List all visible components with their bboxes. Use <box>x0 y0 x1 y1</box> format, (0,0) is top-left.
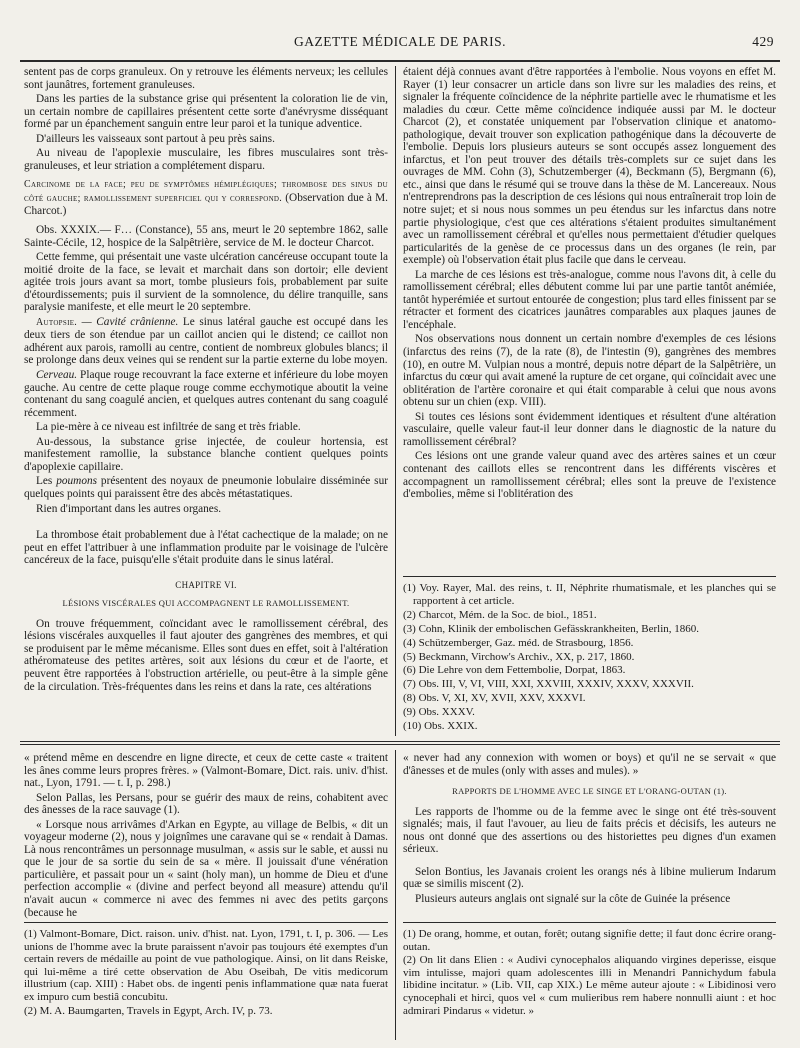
paragraph: Rien d'important dans les autres organes. <box>36 502 222 515</box>
footnote: (5) Beckmann, Virchow's Archiv., XX, p. 217, 1860. <box>403 650 635 663</box>
footnote-rule-upper <box>403 576 776 577</box>
paragraph: sentent pas de corps granuleux. On y retrouve les éléments nerveux; les cellules sont jaunâtres, fortement granuleuses. <box>24 66 388 91</box>
paragraph: Les rapports de l'homme ou de la femme avec le singe ont été très-souvent signalés; mais, il faut l'avouer, au lieu de faits précis et décisifs, les auteurs ne nous ont donné que des assertions ou des historiettes peu dignes d'un examen sérieux. <box>403 805 776 856</box>
right-column-lower <box>403 752 776 920</box>
paragraph: Cette femme, qui présentait une vaste ulcération cancéreuse occupant toute la moitié droite de la face, se levait et marchait dans son dortoir; elle devient agitée trois jours avant sa mort, tombe plusieurs fois, probablement par suite d'étourdissements; puis il survient de la somnolence, du délire tranquille, sans paralysie manifeste, et elle meurt le 20 septembre. <box>24 251 388 314</box>
chapter-number: CHAPITRE VI. <box>175 579 237 590</box>
footnote: (1) De orang, homme, et outan, forêt; outang signifie dette; il faut donc écrire orang-outan. <box>403 928 776 953</box>
paragraph: Ces lésions ont une grande valeur quand avec des artères saines et un cœur contenant des caillots elles se rencontrent dans les différents viscères et accompagnent un ramollissement cérébral; elles sont la preuve de l'existence d'embolies, même si l'oblitération des <box>403 450 776 501</box>
paragraph: Plusieurs auteurs anglais ont signalé sur la côte de Guinée la présence <box>415 892 731 905</box>
paragraph: Au-dessous, la substance grise injectée, de couleur hortensia, est manifestement ramollie, la substance blanche contient quelques points d'apoplexie capillaire. <box>24 435 388 473</box>
left-column-upper <box>24 66 388 736</box>
paragraph: Si toutes ces lésions sont évidemment identiques et résultent d'une altération vasculaire, quelle valeur faut-il leur donner dans le diagnostic de la nature du ramollissement cérébral? <box>403 410 776 448</box>
column-divider-upper <box>395 66 396 736</box>
chapter-title: LÉSIONS VISCÉRALES QUI ACCOMPAGNENT LE RAMOLLISSEMENT. <box>62 598 350 609</box>
footnotes-upper <box>403 582 776 736</box>
autopsy-paragraph <box>24 316 388 367</box>
right-column-upper <box>403 66 776 574</box>
left-column-lower <box>24 752 388 920</box>
header-rule <box>20 60 780 62</box>
paragraph: On trouve fréquemment, coïncidant avec le ramollissement cérébral, des lésions viscérales auxquelles il faut ajouter des gangrènes des membres, et qui se produisent par le même mécanisme. Elles sont dues en effet, soit à l'altération athéromateuse des petites artères, soit aux lésions du cœur et de l'aorte, et peuvent être rapportées à l'obstruction artérielle, ou peut-être à la simple gêne de la circulation. Très-fréquentes dans les reins et dans la rate, ces altérations <box>24 617 388 693</box>
lungs-text: présentent des noyaux de pneumonie lobulaire disséminée sur quelques points qui paraissent être des abcès métastatiques. <box>24 475 388 500</box>
paragraph: Selon Bontius, les Javanais croient les orangs nés à libine mulierum Indarum quæ se similis miscent (2). <box>403 865 776 891</box>
paragraph: Nos observations nous donnent un certain nombre d'exemples de ces lésions (infarctus des reins (7), de la rate (8), de l'intestin (9), gangrènes des membres (10), en outre M. Vulpian nous a montré, depuis notre départ de la Salpêtrière, un infarctus du cœur qui avait amené la rupture de cet organe, qui coïncidait avec une oblitération de l'artère coronaire et qui était comparable à celui que nous avons obtenu sur un chien (exp. VIII). <box>403 333 776 409</box>
paragraph: D'ailleurs les vaisseaux sont partout à peu près sains. <box>36 132 275 145</box>
section-separator <box>20 741 780 742</box>
paragraph: La marche de ces lésions est très-analogue, comme nous l'avons dit, à celle du ramollissement cérébral; elles débutent comme lui par une partie tantôt anémiée, tantôt hyperémiée et surtout entourée de congestion; plus tard elles finissent par se rétracter et forment des cicatrices jaunâtres comparables aux plaques jaunes de l'encéphale. <box>403 268 776 331</box>
paragraph: Au niveau de l'apoplexie musculaire, les fibres musculaires sont très-granuleuses, et leur striation a complétement disparu. <box>24 147 388 172</box>
observation-heading-text: Carcinome de la face; peu de symptômes hémiplégiques; thrombose des sinus du côté gauche; ramollissement superficiel qui y correspond. <box>24 179 388 204</box>
footnote: (2) On lit dans Elien : « Audivi cynocephalos aliquando virgines deperisse, eisque vim intulisse, majori quam adolescentes illi in Menandri Pannichydum fabula libidine incitatur. » (Lib. VII, cap XIX.) Le même auteur ajoute : « Libidinosi vero cynocephali et hirci, quos vel « cum mulieribus rem habere nonnulli aiunt : et hoc admirari Pindarus « videtur. » <box>403 954 776 1017</box>
observation-credit: (Observation due à M. Charcot.) <box>24 191 388 218</box>
footnote: (1) Valmont-Bomare, Dict. raison. univ. d'hist. nat. Lyon, 1791, t. I, p. 306. — Les unions de l'homme avec la brute paraissent n'avoir pas toujours été exemptes d'un certain revers de médaille au point de vue pathologique. Ainsi, on lit dans Reiske, qui lui-même a tiré cette observation de Abu Oseibah, De vitis medicorum illustrium (cap. XIII) : Habet obs. de ingenti penis inflammatione quæ nata fuerat ex impuro cum bestiâ concubitu. <box>24 928 388 1003</box>
brain-text: Plaque rouge recouvrant la face externe et inférieure du lobe moyen gauche. Au centre de cette plaque rouge comme ecchymotique aboutit la veine contenant du sang coagulé ancien, et quelques autres contenant du sang coagulé récemment. <box>24 369 388 419</box>
section-separator <box>20 744 780 745</box>
footnote: (3) Cohn, Klinik der embolischen Gefässkrankheiten, Berlin, 1860. <box>403 622 700 635</box>
paragraph: « Lorsque nous arrivâmes d'Arkan en Egypte, au village de Belbis, « dit un voyageur moderne (2), nous y joignîmes une caravane qui se « rendait à Damas. Là nous rencontrâmes un personnage musulman, « assis sur le sable, et aussi nu que le jour de sa sortie du sein de sa « mère. Il jouissait d'une vénération particulière, et passait pour un « saint (holy man), un homme de Dieu et d'une perfection accomplie « (divine and perfect beyond all measure) attendu qu'il n'avait aucun « commerce ni avec des femmes ni avec des petits garçons (because he <box>24 818 388 919</box>
paragraph: Dans les parties de la substance grise qui présentent la coloration lie de vin, un certain nombre de capillaires présentent cette sorte d'anévrysme disséquant formé par un épanchement sanguin entre leur paroi et la tunique adventice. <box>24 93 388 131</box>
lungs-paragraph <box>24 475 388 500</box>
section-heading: RAPPORTS DE L'HOMME AVEC LE SINGE ET L'ORANG-OUTAN (1). <box>452 786 727 797</box>
footnote: (7) Obs. III, V, VI, VIII, XXI, XXVIII, XXXIV, XXXV, XXXVII. <box>403 678 694 691</box>
footnote: (2) M. A. Baumgarten, Travels in Egypt, Arch. IV, p. 73. <box>24 1004 273 1017</box>
running-header <box>20 34 780 52</box>
brain-paragraph <box>24 369 388 419</box>
footnote-rule-lower-right <box>403 922 776 923</box>
page-number: 429 <box>752 34 774 49</box>
paragraph: Selon Pallas, les Persans, pour se guérir des maux de reins, cohabitent avec des ânesses de la race sauvage (1). <box>24 791 388 817</box>
paragraph: étaient déjà connues avant d'être rapportées à l'embolie. Nous voyons en effet M. Rayer (1) leur consacrer un article dans son livre sur les maladies des reins, et signaler la fréquente coïncidence de la néphrite partielle avec le rhumatisme et les maladies du cœur. Cette même coïncidence indiquée aussi par M. le docteur Charcot (2), et constatée uniquement par l'observation clinique et anatomo-pathologique, devait trouver son explication pathogénique dans la découverte de l'embolie. Depuis lors plusieurs auteurs se sont occupés assez longuement des infarctus, et l'on peut trouver des détails très-complets sur ce sujet dans les ouvrages de MM. Cohn (3), Schutzemberger (4), Beckmann (5), Bergmann (6), etc., ainsi que dans le résumé qui se trouve dans la thèse de M. Lancereaux. Nous n'entreprendrons pas la description de ces lésions qui nous entraînerait trop loin de notre sujet; et si nous nous sommes un peu étendus sur les infarctus dans notre partie physiologique, c'est que ces altérations s'étaient produites simultanément avec un ramollissement cérébral et qu'elles nous permettaient d'étudier quelques particularités de la genèse de ce processus dans un des organes (le rein, par exemple) où l'observation était plus facile que dans le cerveau. <box>403 66 776 267</box>
paragraph: La thrombose était probablement due à l'état cachectique de la malade; on ne peut en effet l'attribuer à une inflammation produite par le voisinage de l'ulcère cancéreux de la face, puisqu'elle s'était produite dans le sinus latéral. <box>24 529 388 567</box>
footnote: (9) Obs. XXXV. <box>403 706 475 719</box>
column-divider-lower <box>395 750 396 1040</box>
footnotes-lower-right <box>403 928 776 1040</box>
footnote: (6) Die Lehre von dem Fettembolie, Dorpat, 1863. <box>403 664 626 677</box>
footnote: (1) Voy. Rayer, Mal. des reins, t. II, Néphrite rhumatismale, et les planches qui se rapportent à cet article. <box>403 582 776 607</box>
paragraph: « never had any connexion with women or boys) et qu'il ne se servait « que d'ânesses et de mules (only with asses and mules). » <box>403 752 776 777</box>
journal-title: GAZETTE MÉDICALE DE PARIS. <box>294 34 506 49</box>
footnotes-lower-left <box>24 928 388 1040</box>
observation-heading <box>24 178 388 218</box>
brain-label: Cerveau. <box>36 369 78 382</box>
footnote: (10) Obs. XXIX. <box>403 720 478 733</box>
autopsy-label: Autopsie. <box>36 316 78 328</box>
footnote: (8) Obs. V, XI, XV, XVII, XXV, XXXVI. <box>403 692 586 705</box>
lungs-label: poumons <box>56 475 98 488</box>
footnote-rule-lower-left <box>24 922 388 923</box>
paragraph: La pie-mère à ce niveau est infiltrée de sang et très friable. <box>36 421 301 434</box>
footnote: (4) Schützemberger, Gaz. méd. de Strasbourg, 1856. <box>403 636 634 649</box>
autopsy-sublabel: — Cavité crânienne. <box>77 315 179 328</box>
autopsy-text: Le sinus latéral gauche est occupé dans les deux tiers de son étendue par un caillot ancien qui le distend; ce caillot non adhérent aux parois, ramolli au centre, contient de nombreux globules blancs; il se prolonge dans deux veines qui se rendent sur la partie externe du lobe moyen. <box>24 315 388 367</box>
observation-intro: Obs. XXXIX.— F… (Constance), 55 ans, meurt le 20 septembre 1862, salle Sainte-Cécile, 12, hospice de la Salpêtrière, service de M. le docteur Charcot. <box>24 224 388 249</box>
paragraph: « prétend même en descendre en ligne directe, et ceux de cette caste « traitent les ânes comme leurs propres frères. » (Valmont-Bomare, Dict. rais. univ. d'hist. nat., Lyon, 1791. — t. I, p. 298.) <box>24 752 388 790</box>
footnote: (2) Charcot, Mém. de la Soc. de biol., 1851. <box>403 608 597 621</box>
lungs-prefix: Les <box>36 475 57 488</box>
